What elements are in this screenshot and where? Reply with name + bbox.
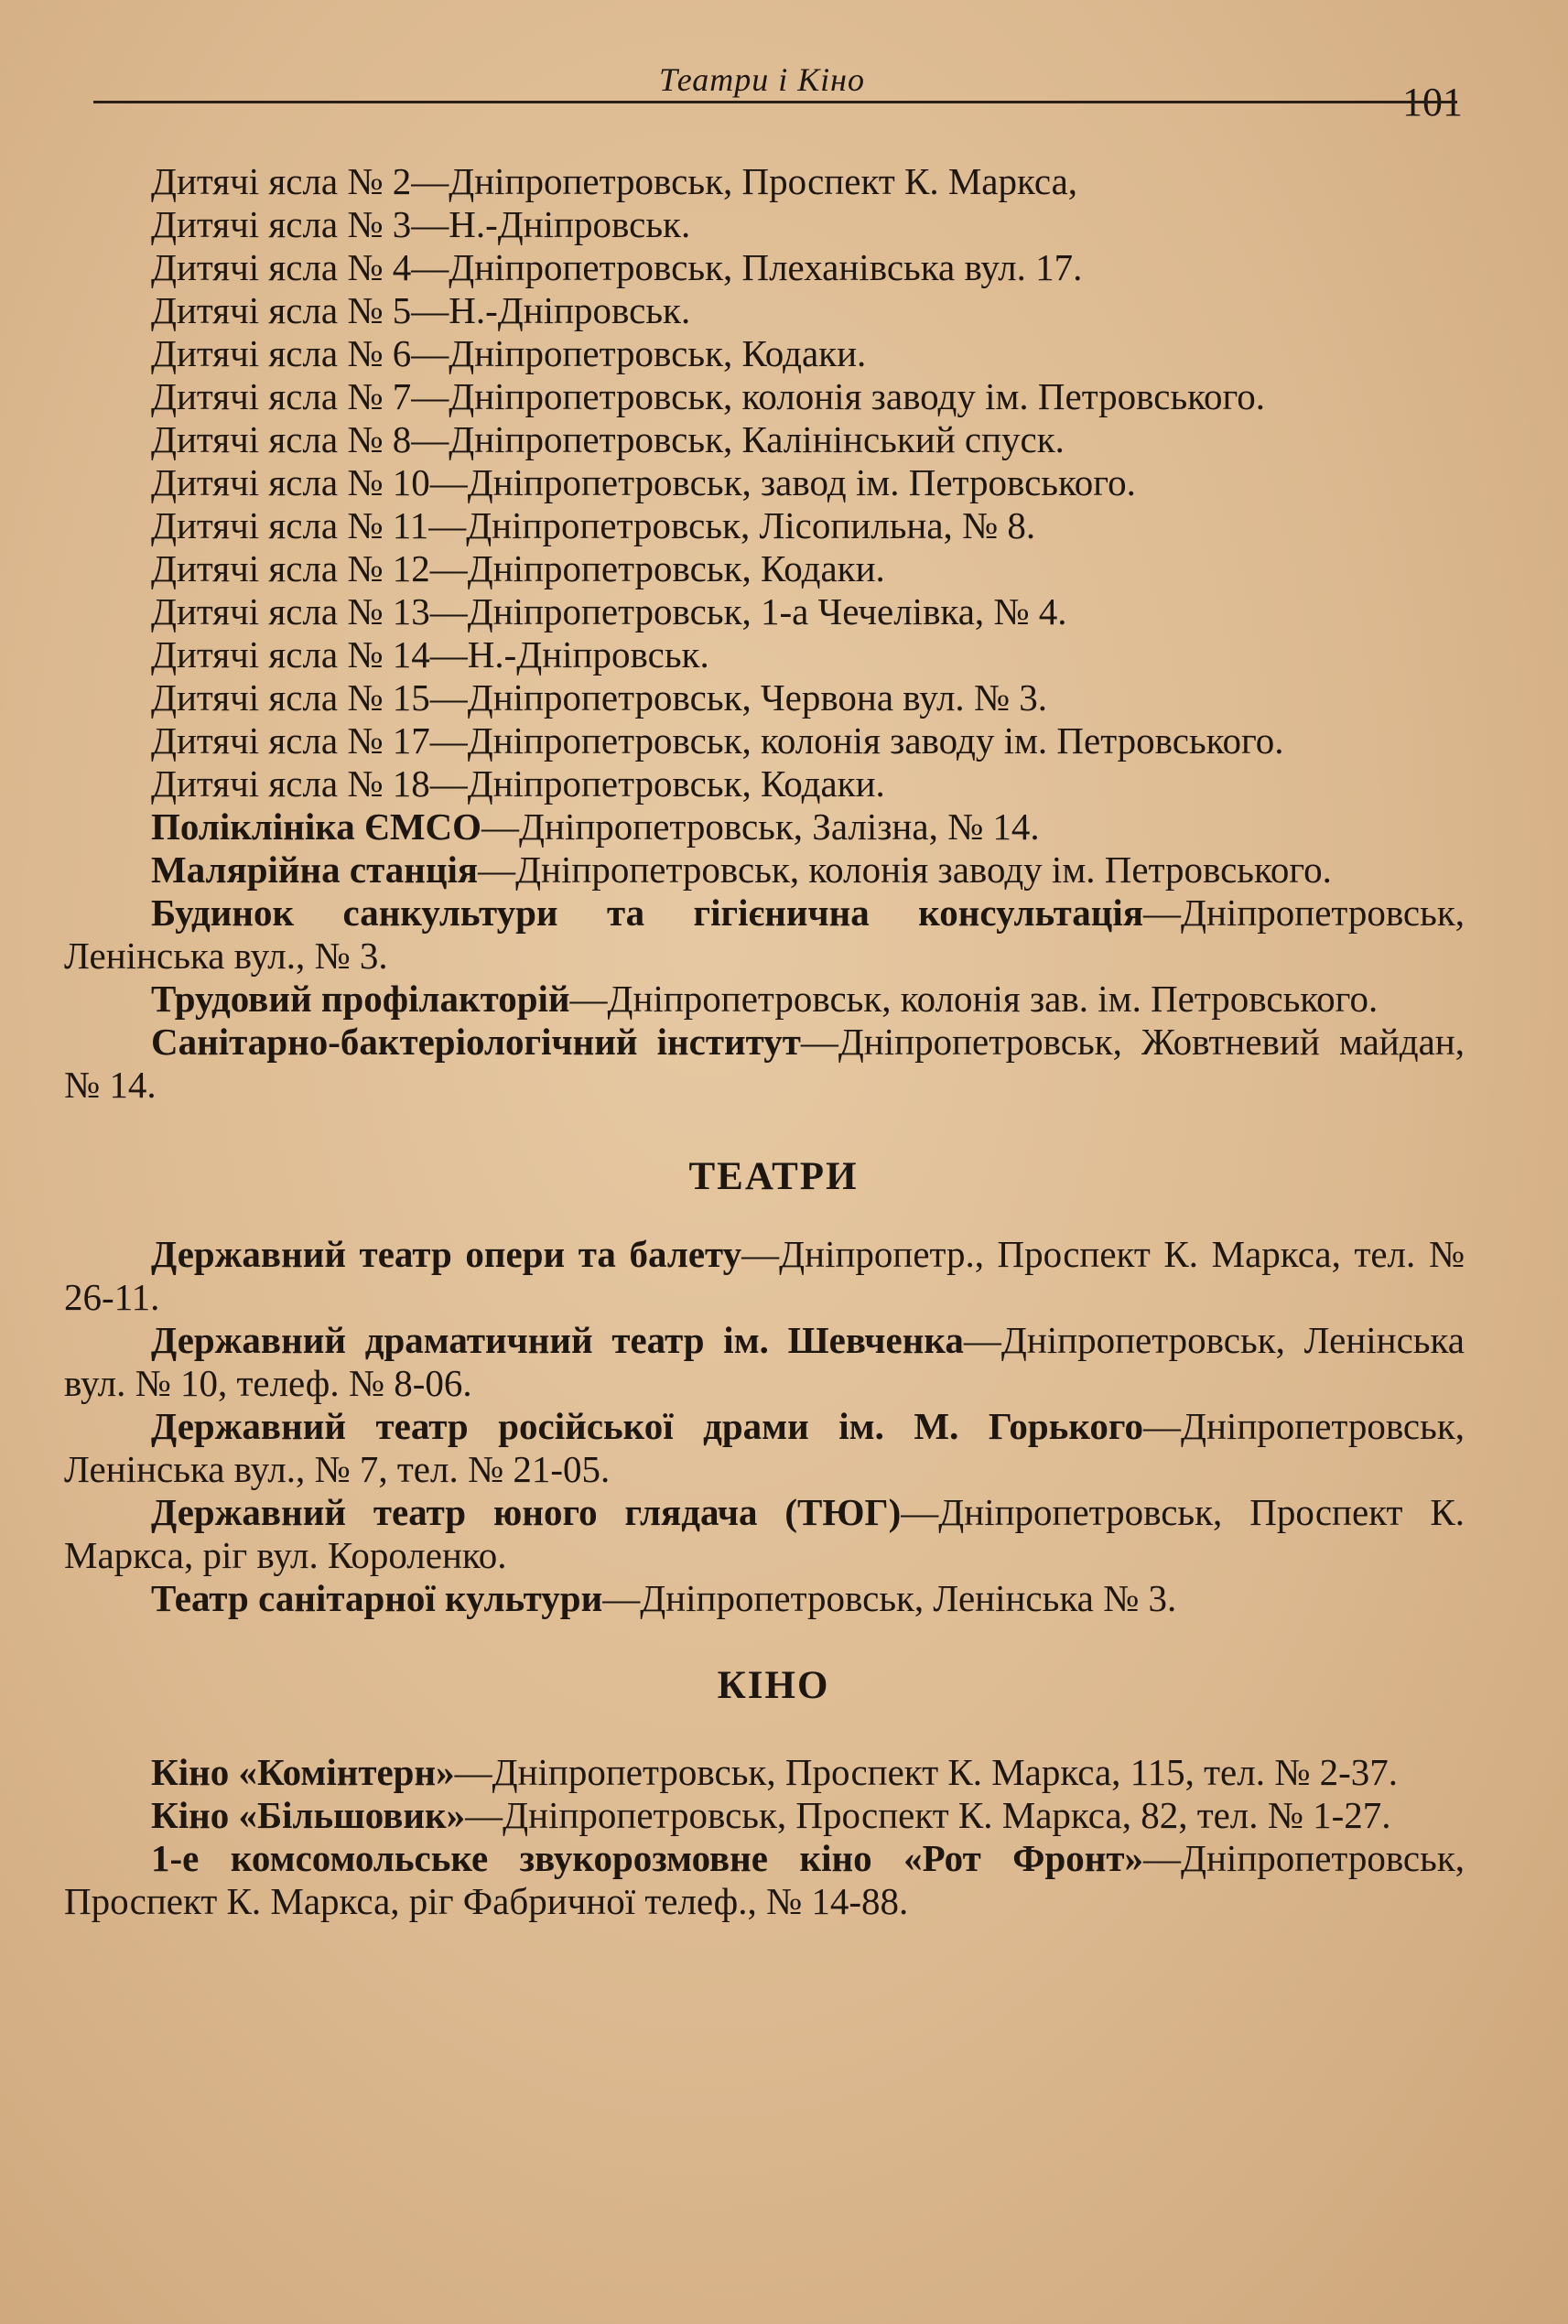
list-item xyxy=(64,719,1465,762)
entry-text: —Дніпропетровськ, колонія зав. ім. Петровського. xyxy=(569,978,1379,1020)
entry-text: —Дніпропетровськ, Проспект К. Маркса, ріг Фабричної телеф., № 14-88. xyxy=(64,1837,1465,1922)
list-item xyxy=(64,1319,1465,1405)
spacer xyxy=(64,1107,1465,1155)
list-item xyxy=(64,375,1465,418)
entry-text: —Дніпропетровськ, колонія заводу ім. Петровського. xyxy=(478,849,1332,891)
entry-text: —Дніпропетровськ, колонія заводу ім. Петровського. xyxy=(411,375,1266,417)
entry-text: —Дніпропетровськ, Ленінська вул., № 3. xyxy=(64,892,1465,977)
entry-lead: Кіно «Комінтерн» xyxy=(151,1751,455,1793)
list-item xyxy=(64,461,1465,504)
list-item xyxy=(64,1577,1465,1620)
entry-lead: Дитячі ясла № 12 xyxy=(151,547,430,589)
entry-text: —Дніпропетр., Проспект К. Маркса, тел. № 26-11. xyxy=(64,1233,1465,1318)
entry-text: —Дніпропетровськ, Жовтневий майдан, № 14. xyxy=(64,1021,1465,1106)
entry-lead: Дитячі ясла № 3 xyxy=(151,203,412,245)
list-item xyxy=(64,978,1465,1021)
entry-lead: Дитячі ясла № 2 xyxy=(151,160,412,202)
list-item xyxy=(64,547,1465,590)
entry-lead: Дитячі ясла № 17 xyxy=(151,719,430,762)
entry-text: —Н.-Дніпровськ. xyxy=(429,633,709,676)
list-item xyxy=(64,1491,1465,1577)
entry-lead: Державний театр юного глядача (ТЮГ) xyxy=(151,1491,902,1533)
entry-lead: Дитячі ясла № 13 xyxy=(151,590,430,632)
header-rule xyxy=(93,101,1457,103)
section-heading-cinema: КІНО xyxy=(717,1664,830,1707)
list-item xyxy=(64,1233,1465,1319)
list-item xyxy=(64,1794,1465,1837)
spacer xyxy=(64,1620,1465,1664)
list-item xyxy=(64,676,1465,719)
spacer xyxy=(64,1707,1465,1751)
entry-lead: Малярійна станція xyxy=(151,849,479,891)
entry-lead: 1-е комсомольське звукорозмовне кіно «Рот Фронт» xyxy=(151,1837,1144,1879)
list-item xyxy=(64,590,1465,633)
entry-text: —Дніпропетровськ, Залізна, № 14. xyxy=(481,805,1040,848)
entry-lead: Дитячі ясла № 15 xyxy=(151,676,430,719)
list-item xyxy=(64,762,1465,805)
entry-text: —Н.-Дніпровськ. xyxy=(411,203,691,245)
entry-text: —Дніпропетровськ, Проспект К. Маркса, ріг вул. Короленко. xyxy=(64,1491,1465,1576)
list-item xyxy=(64,849,1465,892)
entry-lead: Державний театр російської драми ім. М. Горького xyxy=(151,1405,1144,1447)
entry-lead: Театр санітарної культури xyxy=(151,1577,603,1619)
entry-lead: Дитячі ясла № 4 xyxy=(151,246,412,288)
entry-text: —Дніпропетровськ, Кодаки. xyxy=(429,762,885,805)
entry-lead: Державний театр опери та балету xyxy=(151,1233,742,1275)
entry-lead: Дитячі ясла № 7 xyxy=(151,375,412,417)
entry-text: —Дніпропетровськ, Плеханівська вул. 17. xyxy=(411,246,1083,288)
list-item xyxy=(64,418,1465,461)
entry-lead: Дитячі ясла № 5 xyxy=(151,289,412,331)
entry-text: —Дніпропетровськ, Проспект К. Маркса, 82, тел. № 1-27. xyxy=(465,1794,1391,1836)
entry-text: —Дніпропетровськ, колонія заводу ім. Петровського. xyxy=(429,719,1284,762)
entry-text: —Дніпропетровськ, завод ім. Петровського. xyxy=(429,461,1136,503)
spacer xyxy=(64,1198,1465,1233)
entry-text: —Дніпропетровськ, Проспект К. Маркса, xyxy=(411,160,1078,202)
list-item xyxy=(64,332,1465,375)
entry-text: —Дніпропетровськ, Червона вул. № 3. xyxy=(429,676,1048,719)
entry-text: —Дніпропетровськ, Кодаки. xyxy=(429,547,885,589)
entry-lead: Трудовий профілакторій xyxy=(151,978,570,1020)
entry-lead: Дитячі ясла № 6 xyxy=(151,332,412,374)
list-item xyxy=(64,160,1465,203)
entry-lead: Дитячі ясла № 14 xyxy=(151,633,430,676)
list-item xyxy=(64,504,1465,547)
list-item xyxy=(64,1751,1465,1794)
entry-lead: Державний драматичний театр ім. Шевченка xyxy=(151,1319,964,1361)
list-item xyxy=(64,1021,1465,1107)
entry-text: —Дніпропетровськ, Ленінська вул. № 10, телеф. № 8-06. xyxy=(64,1319,1465,1404)
entry-lead: Санітарно-бактеріологічний інститут xyxy=(151,1021,801,1063)
entry-lead: Кіно «Більшовик» xyxy=(151,1794,466,1836)
entry-text: —Дніпропетровськ, Лісопильна, № 8. xyxy=(428,504,1036,546)
list-item xyxy=(64,892,1465,978)
running-header-title: Театри і Кіно xyxy=(659,61,865,98)
page-body xyxy=(64,160,1465,1923)
entry-lead: Дитячі ясла № 8 xyxy=(151,418,412,460)
entry-lead: Дитячі ясла № 11 xyxy=(151,504,429,546)
entry-text: —Дніпропетровськ, 1-а Чечелівка, № 4. xyxy=(429,590,1067,632)
entry-lead: Поліклініка ЄМСО xyxy=(151,805,482,848)
list-item xyxy=(64,203,1465,246)
entry-text: —Дніпропетровськ, Проспект К. Маркса, 115, тел. № 2-37. xyxy=(454,1751,1398,1793)
section-heading-theatres: ТЕАТРИ xyxy=(688,1155,859,1198)
entry-text: —Дніпропетровськ, Калінінський спуск. xyxy=(411,418,1065,460)
entry-lead: Будинок санкультури та гігієнична консультація xyxy=(151,892,1144,934)
list-item xyxy=(64,1837,1465,1923)
entry-text: —Дніпропетровськ, Ленінська № 3. xyxy=(602,1577,1177,1619)
list-item xyxy=(64,1405,1465,1491)
page-number: 101 xyxy=(1402,80,1463,124)
entry-text: —Дніпропетровськ, Ленінська вул., № 7, тел. № 21-05. xyxy=(64,1405,1465,1490)
list-item xyxy=(64,246,1465,289)
entry-text: —Дніпропетровськ, Кодаки. xyxy=(411,332,867,374)
list-item xyxy=(64,633,1465,676)
entry-lead: Дитячі ясла № 10 xyxy=(151,461,430,503)
entry-lead: Дитячі ясла № 18 xyxy=(151,762,430,805)
list-item xyxy=(64,289,1465,332)
list-item xyxy=(64,805,1465,849)
entry-text: —Н.-Дніпровськ. xyxy=(411,289,691,331)
